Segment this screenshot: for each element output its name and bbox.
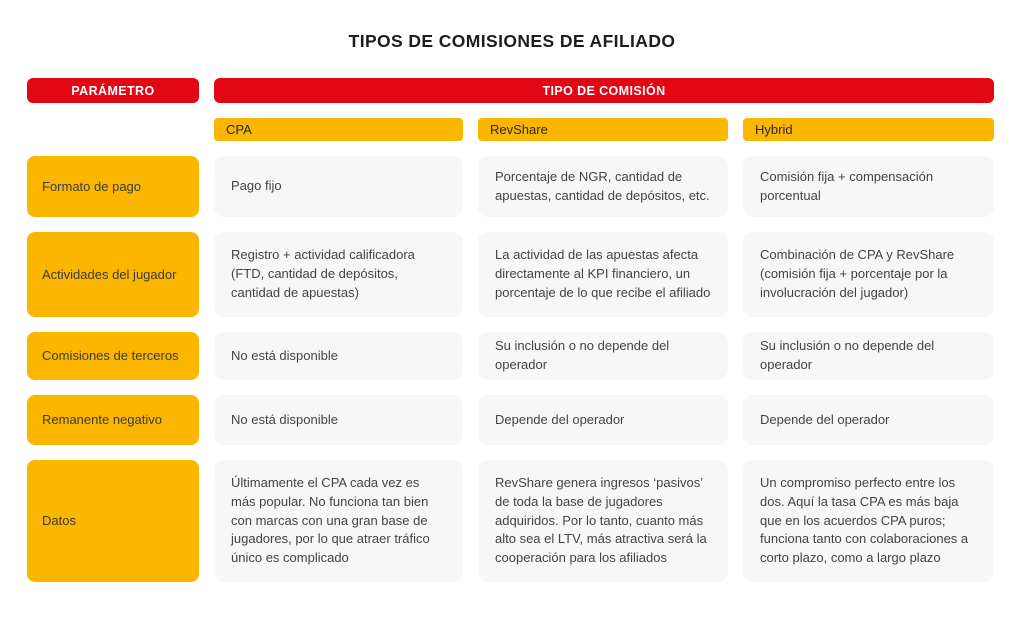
column-header-cpa: CPA — [214, 118, 463, 141]
cell-datos-hybrid: Un compromiso perfecto entre los dos. Aquí la tasa CPA es más baja que en los acuerdos CPA puros; funciona tanto con colaboraciones a corto plazo, como a largo plazo — [743, 460, 994, 582]
cell-actividades-revshare: La actividad de las apuestas afecta directamente al KPI financiero, un porcentaje de lo que recibe el afiliado — [478, 232, 728, 317]
cell-actividades-cpa: Registro + actividad calificadora (FTD, cantidad de depósitos, cantidad de apuestas) — [214, 232, 463, 317]
page-title: TIPOS DE COMISIONES DE AFILIADO — [348, 31, 676, 51]
cell-formato-revshare: Porcentaje de NGR, cantidad de apuestas, cantidad de depósitos, etc. — [478, 156, 728, 217]
cell-remanente-cpa: No está disponible — [214, 395, 463, 445]
cell-datos-cpa: Últimamente el CPA cada vez es más popular. No funciona tan bien con marcas con una gran base de jugadores, por lo que atraer tráfico único es complicado — [214, 460, 463, 582]
row-label-remanente-negativo: Remanente negativo — [27, 395, 199, 445]
comparison-table — [27, 78, 996, 582]
row-label-datos: Datos — [27, 460, 199, 582]
cell-terceros-cpa: No está disponible — [214, 332, 463, 380]
cell-formato-cpa: Pago fijo — [214, 156, 463, 217]
parameter-header-badge: PARÁMETRO — [27, 78, 199, 103]
row-label-comisiones-de-terceros: Comisiones de terceros — [27, 332, 199, 380]
column-header-hybrid: Hybrid — [743, 118, 994, 141]
column-header-revshare: RevShare — [478, 118, 728, 141]
row-label-formato-de-pago: Formato de pago — [27, 156, 199, 217]
cell-remanente-hybrid: Depende del operador — [743, 395, 994, 445]
commission-type-header-badge: TIPO DE COMISIÓN — [214, 78, 994, 103]
cell-formato-hybrid: Comisión fija + compensación porcentual — [743, 156, 994, 217]
infographic-page — [0, 31, 1024, 621]
cell-actividades-hybrid: Combinación de CPA y RevShare (comisión fija + porcentaje por la involucración del jugador) — [743, 232, 994, 317]
cell-terceros-hybrid: Su inclusión o no depende del operador — [743, 332, 994, 380]
cell-remanente-revshare: Depende del operador — [478, 395, 728, 445]
cell-terceros-revshare: Su inclusión o no depende del operador — [478, 332, 728, 380]
cell-datos-revshare: RevShare genera ingresos ‘pasivos’ de toda la base de jugadores adquiridos. Por lo tanto, cuanto más alto sea el LTV, más atractiva será la cooperación para los afiliados — [478, 460, 728, 582]
row-label-actividades-del-jugador: Actividades del jugador — [27, 232, 199, 317]
